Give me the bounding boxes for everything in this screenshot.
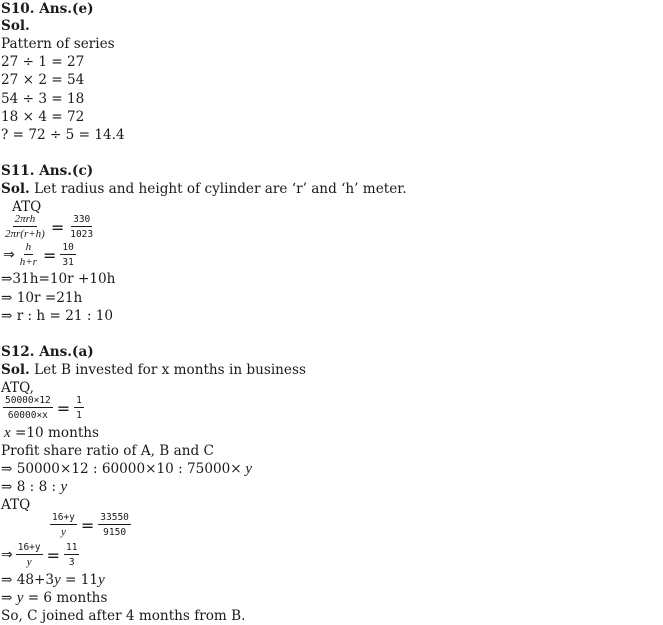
s12-atq: ATQ, [1, 380, 34, 396]
s10-sol-label: Sol. [1, 18, 30, 34]
implies-icon: ⇒ [3, 247, 15, 263]
fraction: $\frac{\text{2πrh}}{2\pi r(r+h)}$ [5, 213, 45, 240]
s10-line: 18 × 4 = 72 [1, 109, 85, 125]
fraction: $\frac{33550}{9150}$ [100, 512, 129, 538]
s12-equation-3: ⇒ $\frac{16+y}{y}$ = $\frac{11}{3}$ [1, 542, 78, 568]
s12-sol-text: Let B invested for x months in business [29, 362, 306, 378]
s11-line: ⇒ r : h = 21 : 10 [1, 308, 114, 324]
s10-line: 27 ÷ 1 = 27 [1, 54, 85, 70]
s12-conclusion: So, C joined after 4 months from B. [1, 608, 246, 624]
s10-line: 54 ÷ 3 = 18 [1, 91, 85, 107]
fraction: $\frac{16+y}{y}$ [17, 542, 41, 568]
s12-ratio-line: ⇒ 50000×12 : 60000×10 : 75000× y [1, 461, 253, 477]
s10-heading: S10. Ans.(e) [1, 1, 94, 17]
fraction: $\frac{16+y}{y}$ [52, 512, 75, 538]
s12-ratio-simplified: ⇒ 8 : 8 : y [1, 479, 68, 495]
s11-sol-label: Sol. [1, 181, 30, 197]
s12-sol-label: Sol. [1, 362, 30, 378]
s12-line-y: ⇒ y = 6 months [1, 590, 108, 606]
s12-sol-line [1, 361, 306, 379]
s12-atq-2: ATQ [1, 497, 31, 513]
s12-x-result: x =10 months [4, 425, 100, 441]
fraction: $\frac{10}{31}$ [62, 242, 74, 268]
s12-equation-1: $\frac{50000\times 12}{60000\times x}$ = $\frac{1}{1}$ [5, 395, 82, 421]
implies-icon: ⇒ [1, 547, 13, 563]
fraction: $\frac{1}{1}$ [76, 395, 82, 421]
s11-line: ⇒31h=10r +10h [1, 271, 116, 287]
s12-equation-2: $\frac{16+y}{y}$ = $\frac{33550}{9150}$ [52, 512, 129, 538]
s11-line: ⇒ 10r =21h [1, 290, 83, 306]
fraction: $\frac{11}{3}$ [66, 542, 78, 568]
fraction: $\frac{50000\times 12}{60000\times x}$ [5, 395, 51, 421]
s11-sol-text: Let radius and height of cylinder are ‘r’ and ‘h’ meter. [29, 181, 407, 197]
s11-atq: ATQ [12, 199, 42, 215]
s12-ratio-title: Profit share ratio of A, B and C [1, 443, 214, 459]
s11-equation-1: $\frac{\text{2πrh}}{2\pi r(r+h)}$ = $\frac{330}{1023}$ [5, 213, 94, 240]
s12-line-48: ⇒ 48+3y = 11y [1, 572, 105, 588]
s12-heading: S12. Ans.(a) [1, 344, 94, 360]
fraction: $\frac{h}{h+r}$ [19, 241, 37, 268]
s10-line: 27 × 2 = 54 [1, 72, 85, 88]
s10-line: ? = 72 ÷ 5 = 14.4 [1, 127, 125, 143]
s10-line: Pattern of series [1, 36, 115, 52]
s11-equation-2: ⇒ $\frac{h}{h+r}$ = $\frac{10}{31}$ [3, 241, 74, 268]
fraction: $\frac{330}{1023}$ [70, 214, 94, 240]
s11-sol-line [1, 180, 407, 198]
s11-heading: S11. Ans.(c) [1, 163, 94, 179]
